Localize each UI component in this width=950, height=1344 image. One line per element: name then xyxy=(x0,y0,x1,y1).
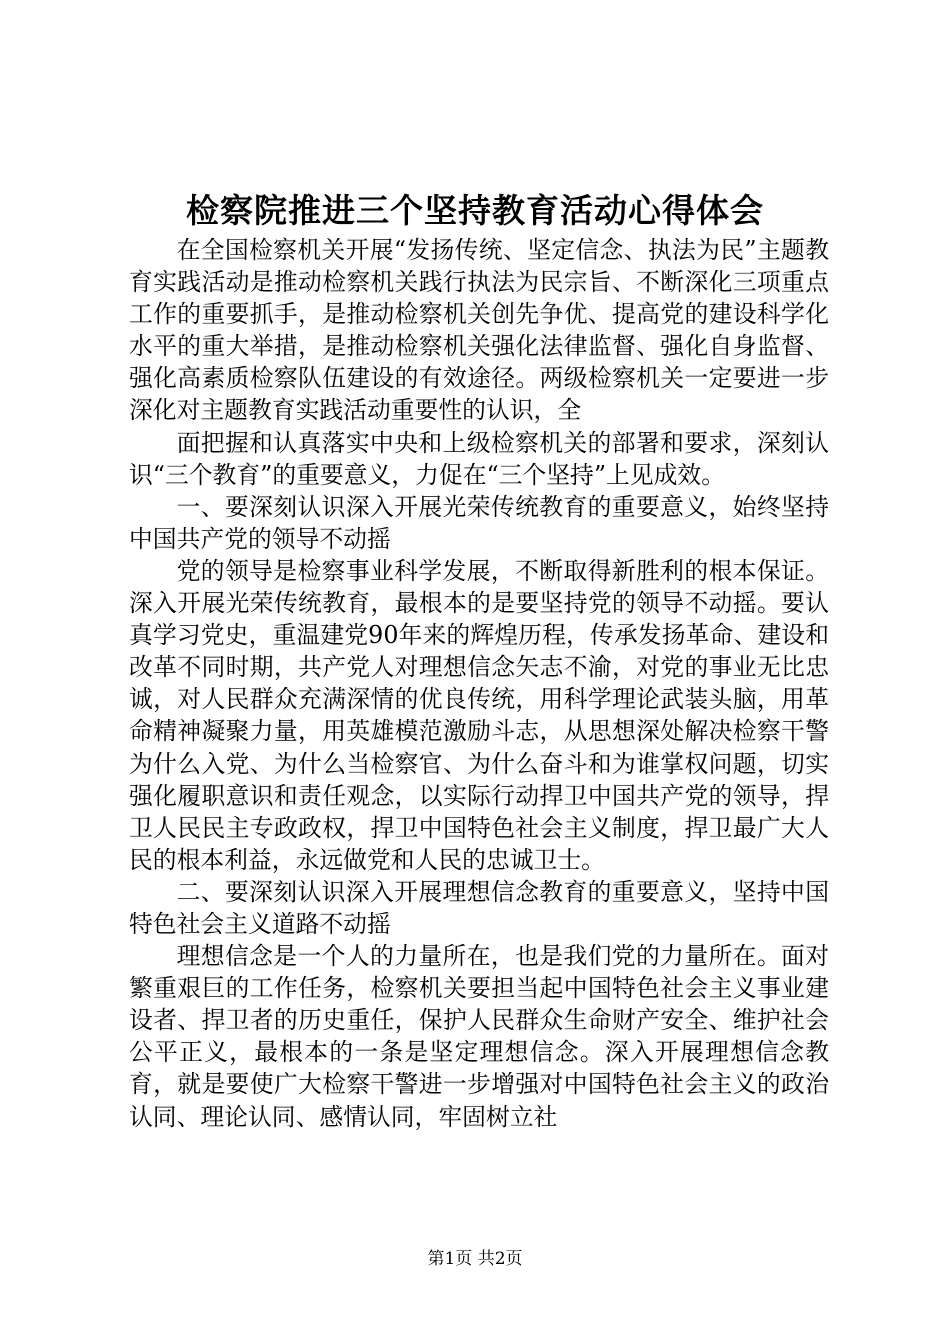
page-footer: 第1页 共2页 xyxy=(427,1249,523,1269)
paragraph: 理想信念是一个人的力量所在，也是我们党的力量所在。面对繁重艰巨的工作任务，检察机关要担当起中国特色社会主义事业建设者、捍卫者的历史重任，保护人民群众生命财产安全、维护社会公平正义，最根本的一条是坚定理想信念。深入开展理想信念教育，就是要使广大检察干警进一步增强对中国特色社会主义的政治认同、理论认同、感情认同，牢固树立社 xyxy=(129,942,829,1131)
section-heading: 二、要深刻认识深入开展理想信念教育的重要意义，坚持中国特色社会主义道路不动摇 xyxy=(129,877,829,938)
document-body xyxy=(129,234,829,1133)
paragraph: 党的领导是检察事业科学发展，不断取得新胜利的根本保证。深入开展光荣传统教育，最根本的是要坚持党的领导不动摇。要认真学习党史，重温建党90年来的辉煌历程，传承发扬革命、建设和改革不同时期，共产党人对理想信念矢志不渝，对党的事业无比忠诚，对人民群众充满深情的优良传统，用科学理论武装头脑，用革命精神凝聚力量，用英雄模范激励斗志，从思想深处解决检察干警为什么入党、为什么当检察官、为什么奋斗和为谁掌权问题，切实强化履职意识和责任观念，以实际行动捍卫中国共产党的领导，捍卫人民民主专政政权，捍卫中国特色社会主义制度，捍卫最广大人民的根本利益，永远做党和人民的忠诚卫士。 xyxy=(129,556,829,874)
document-title: 检察院推进三个坚持教育活动心得体会 xyxy=(186,191,764,230)
paragraph: 面把握和认真落实中央和上级检察机关的部署和要求，深刻认识“三个教育”的重要意义，力促在“三个坚持”上见成效。 xyxy=(129,428,829,489)
paragraph: 在全国检察机关开展“发扬传统、坚定信念、执法为民”主题教育实践活动是推动检察机关践行执法为民宗旨、不断深化三项重点工作的重要抓手，是推动检察机关创先争优、提高党的建设科学化水平的重大举措，是推动检察机关强化法律监督、强化自身监督、强化高素质检察队伍建设的有效途径。两级检察机关一定要进一步深化对主题教育实践活动重要性的认识，全 xyxy=(129,236,829,425)
section-heading: 一、要深刻认识深入开展光荣传统教育的重要意义，始终坚持中国共产党的领导不动摇 xyxy=(129,492,829,553)
